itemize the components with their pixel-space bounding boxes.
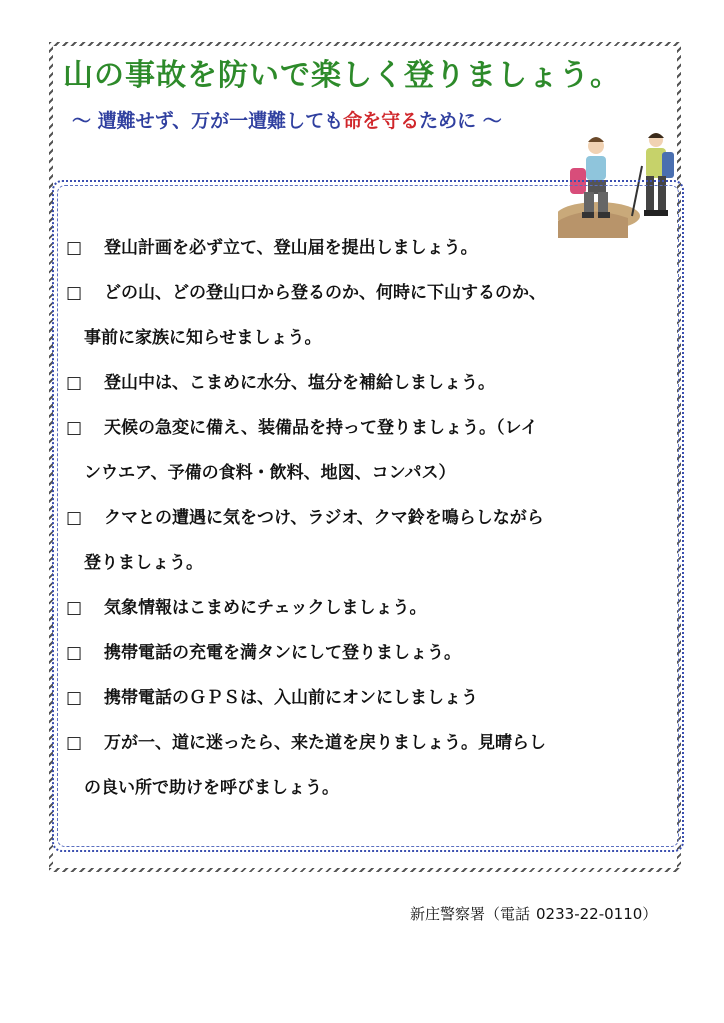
- checklist-item-line: [66, 586, 678, 631]
- subtitle-suffix: ために ～: [419, 110, 502, 132]
- checkbox-icon: □: [66, 643, 83, 663]
- subtitle-prefix: ～ 遭難せず、万が一遭難しても: [72, 110, 344, 132]
- checkbox-icon: □: [66, 598, 83, 618]
- checklist-item-line: [66, 496, 678, 541]
- checklist-item-line: [66, 226, 678, 271]
- checklist-item-text: 気象情報はこまめにチェックしましょう。: [104, 598, 427, 618]
- checklist-item-text: 登山計画を必ず立て、登山届を提出しましょう。: [104, 238, 478, 258]
- phone-number: 0233-22-0110）: [536, 905, 658, 923]
- checklist-item-line: [66, 721, 678, 766]
- checkbox-icon: □: [66, 238, 83, 258]
- checklist-item-line: [66, 271, 678, 316]
- checklist-item-text: ンウエア、予備の食料・飲料、地図、コンパス）: [84, 463, 456, 483]
- checklist-item-text: どの山、どの登山口から登るのか、何時に下山するのか、: [104, 283, 546, 303]
- checklist-item-text: 万が一、道に迷ったら、来た道を戻りましょう。見晴らし: [104, 733, 546, 753]
- checklist-item-line: [66, 406, 678, 451]
- subtitle: [72, 106, 502, 133]
- checkbox-icon: □: [66, 733, 83, 753]
- checklist-item-line: [66, 631, 678, 676]
- checklist-item-text: 携帯電話のＧＰＳは、入山前にオンにしましょう: [104, 688, 478, 708]
- checkbox-icon: □: [66, 688, 83, 708]
- checklist-item-line: [66, 316, 678, 361]
- checklist-item-text: 携帯電話の充電を満タンにして登りましょう。: [104, 643, 461, 663]
- checkbox-icon: □: [66, 283, 83, 303]
- subtitle-highlight: 命を守る: [343, 110, 420, 132]
- checkbox-icon: □: [66, 373, 83, 393]
- checklist: [66, 226, 678, 811]
- checklist-item-line: [66, 766, 678, 811]
- checklist-item-text: 登山中は、こまめに水分、塩分を補給しましょう。: [104, 373, 495, 393]
- checklist-item-text: 天候の急変に備え、装備品を持って登りましょう。（レイ: [104, 418, 538, 438]
- checklist-item-line: [66, 541, 678, 586]
- checklist-item-text: 事前に家族に知らせましょう。: [84, 328, 322, 348]
- checklist-item-line: [66, 451, 678, 496]
- page-title: 山の事故を防いで楽しく登りましょう。: [63, 58, 621, 93]
- checklist-item-text: クマとの遭遇に気をつけ、ラジオ、クマ鈴を鳴らしながら: [104, 508, 544, 528]
- checklist-item-line: [66, 676, 678, 721]
- checklist-item-text: 登りましょう。: [84, 553, 203, 573]
- checkbox-icon: □: [66, 418, 83, 438]
- police-station-name: 新庄警察署（電話: [410, 905, 531, 923]
- checklist-item-text: の良い所で助けを呼びましょう。: [84, 778, 339, 798]
- checkbox-icon: □: [66, 508, 83, 528]
- footer-contact: [410, 903, 657, 924]
- checklist-item-line: [66, 361, 678, 406]
